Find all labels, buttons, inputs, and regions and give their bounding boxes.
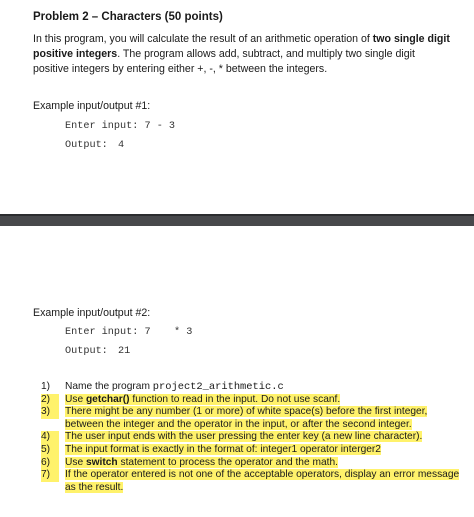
- example-2-output-label: Output:: [65, 346, 108, 357]
- problem-intro: [33, 32, 453, 78]
- requirements-list: [41, 381, 461, 494]
- list-item: [41, 469, 461, 494]
- program-name-code: project2_arithmetic.c: [152, 381, 284, 393]
- list-number: 6): [41, 457, 59, 470]
- list-item: [41, 406, 461, 431]
- list-text: If the operator entered is not one of the acceptable operators, display an error message as the result.: [65, 469, 460, 493]
- list-text: Use: [65, 456, 86, 468]
- list-number: 1): [41, 381, 51, 392]
- list-item: [41, 381, 461, 394]
- list-number: 7): [41, 469, 59, 482]
- list-item: [41, 457, 461, 470]
- page-divider: [0, 214, 474, 226]
- list-text: statement to process the operator and the math.: [117, 456, 338, 468]
- example-1-label: Example input/output #1:: [33, 100, 151, 112]
- list-item: [41, 444, 461, 457]
- example-2-label: Example input/output #2:: [33, 307, 151, 319]
- list-bold: switch: [85, 456, 118, 468]
- list-text: Use: [65, 393, 86, 405]
- list-text: There might be any number (1 or more) of white space(s) before the first integer, between the integer and the operator in the input, or after the second integer.: [65, 406, 428, 430]
- example-2-input-rest: * 3: [174, 327, 193, 338]
- list-text: Name the program: [65, 381, 153, 392]
- document-page-top: [0, 0, 474, 214]
- list-item: [41, 394, 461, 407]
- example-2-input: Enter input: 7: [65, 327, 151, 338]
- intro-bold: two single digit positive integers: [33, 33, 450, 61]
- list-number: 4): [41, 431, 59, 444]
- list-bold: getchar(): [85, 393, 130, 405]
- list-text: The input format is exactly in the format of: integer1 operator interger2: [65, 443, 381, 455]
- list-text: function to read in the input. Do not use scanf.: [129, 393, 341, 405]
- example-1-output-value: 4: [118, 140, 125, 151]
- example-1-input: Enter input: 7 - 3: [65, 121, 176, 132]
- example-2-output-value: 21: [118, 346, 131, 357]
- list-number: 5): [41, 444, 59, 457]
- list-text: The user input ends with the user pressing the enter key (a new line character).: [65, 431, 423, 443]
- list-number: 2): [41, 394, 59, 407]
- list-item: [41, 431, 461, 444]
- list-number: 3): [41, 406, 59, 419]
- intro-text-2: . The program allows add, subtract, and multiply two single digit positive integers by entering either +, -, * between the integers.: [33, 48, 415, 76]
- example-1-output-label: Output:: [65, 140, 108, 151]
- intro-text-1: In this program, you will calculate the result of an arithmetic operation of: [33, 33, 373, 45]
- problem-title: Problem 2 – Characters (50 points): [33, 11, 223, 23]
